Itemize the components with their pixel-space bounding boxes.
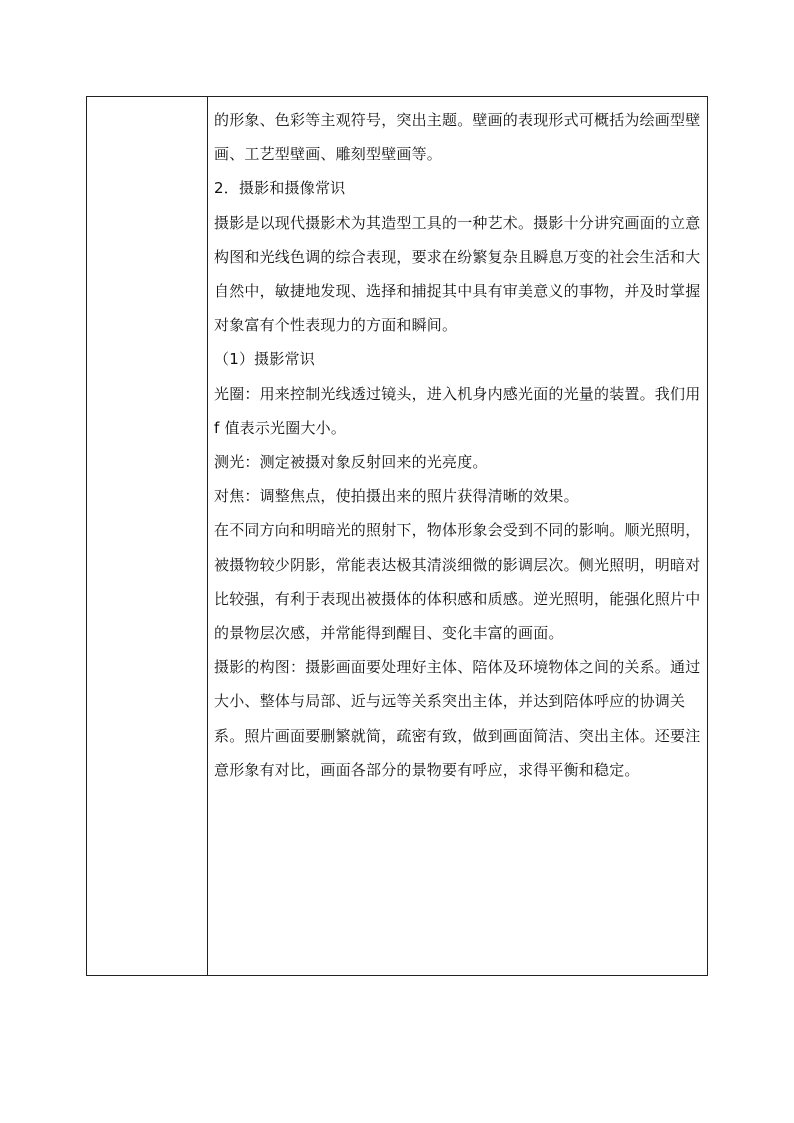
table-left-cell: [87, 97, 208, 975]
content-table: [86, 96, 708, 976]
paragraph-aperture: 光圈：用来控制光线透过镜头，进入机身内感光面的光量的装置。我们用 f 值表示光圈大小。: [214, 384, 701, 437]
paragraph-lighting: 在不同方向和明暗光的照射下，物体形象会受到不同的影响。顺光照明，被摄物较少阴影，常能表达极其清淡细微的影调层次。侧光照明，明暗对比较强，有利于表现出被摄体的体积感和质感。逆光照明，能强化照片中的景物层次感，并常能得到醒目、变化丰富的画面。: [214, 521, 701, 643]
paragraph-composition: 摄影的构图：摄影画面要处理好主体、陪体及环境物体之间的关系。通过大小、整体与局部、近与远等关系突出主体，并达到陪体呼应的协调关系。照片画面要删繁就简，疏密有致，做到画面简洁、突出主体。还要注意形象有对比，画面各部分的景物要有呼应，求得平衡和稳定。: [214, 658, 701, 779]
cell-text-content: [214, 103, 704, 787]
subsection-heading-photography-basics: （1）摄影常识: [214, 350, 315, 369]
paragraph-photography-definition: 摄影是以现代摄影术为其造型工具的一种艺术。摄影十分讲究画面的立意构图和光线色调的综合表现，要求在纷繁复杂且瞬息万变的社会生活和大自然中，敏捷地发现、选择和捕捉其中具有审美意义的事物，并及时掌握对象富有个性表现力的方面和瞬间。: [214, 213, 701, 335]
table-right-cell: [208, 97, 707, 975]
section-heading-photography: 2．摄影和摄像常识: [214, 179, 346, 198]
paragraph-focusing: 对焦：调整焦点，使拍摄出来的照片获得清晰的效果。: [214, 487, 579, 506]
paragraph-mural-forms: 的形象、色彩等主观符号，突出主题。壁画的表现形式可概括为绘画型壁画、工艺型壁画、雕刻型壁画等。: [214, 111, 701, 164]
paragraph-metering: 测光：测定被摄对象反射回来的光亮度。: [214, 453, 488, 472]
